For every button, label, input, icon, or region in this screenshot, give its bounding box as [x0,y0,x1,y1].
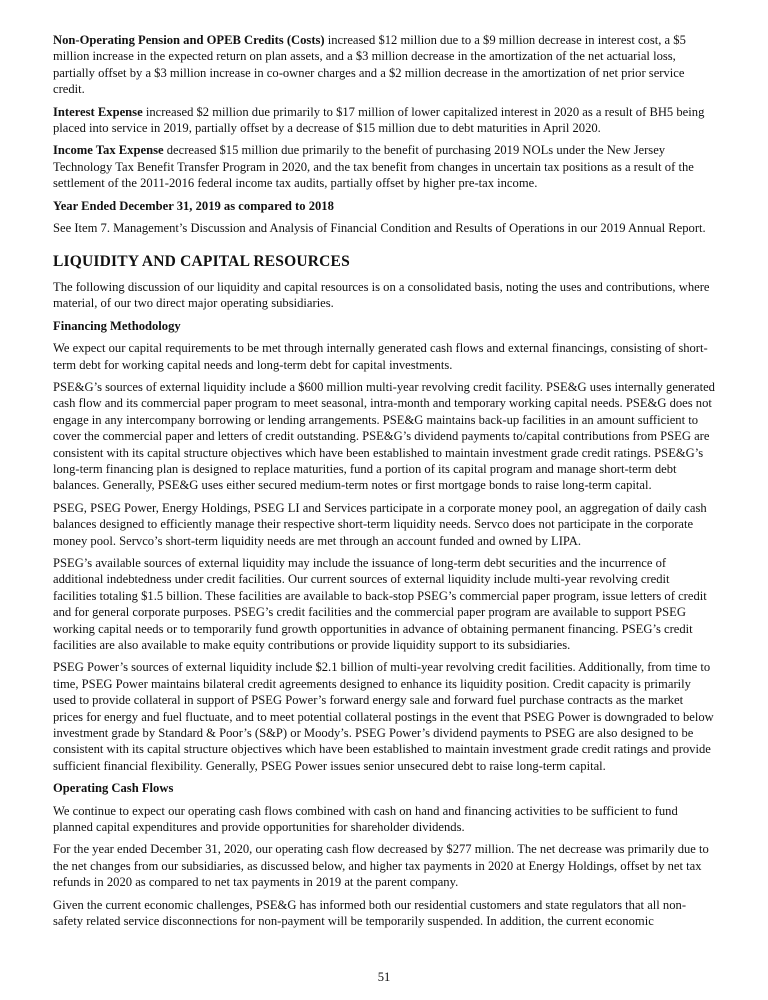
lead-pension: Non-Operating Pension and OPEB Credits (Costs) [53,33,325,47]
text-income-tax: decreased $15 million due primarily to the benefit of purchasing 2019 NOLs under the New Jersey Technology Tax Benefit Transfer Program in 2020, and the tax benefit from changes in uncertain tax positions as a result of the settlement of the 2011-2016 federal income tax audits, partially offset by higher pre-tax income. [53,143,694,191]
paragraph-pension [53,32,716,98]
document-page [53,32,716,936]
lead-income-tax: Income Tax Expense [53,143,164,158]
paragraph-money-pool: PSEG, PSEG Power, Energy Holdings, PSEG LI and Services participate in a corporate money pool, an aggregation of daily cash balances designed to efficiently manage their respective short-term liquidity needs. Servco does not participate in the corporate money pool. Servco’s short-term liquidity needs are met through an account funded and owned by LIPA. [53,500,707,548]
text-interest: increased $2 million due primarily to $17 million of lower capitalized interest in 2020 as a result of BH5 being placed into service in 2019, partially offset by a decrease of $15 million due to debt maturities in April 2020. [53,104,705,136]
heading-financing-methodology: Financing Methodology [53,318,181,333]
heading-operating-cash-flows: Operating Cash Flows [53,781,174,796]
heading-year-ended: Year Ended December 31, 2019 as compared to 2018 [53,198,334,213]
paragraph-pseg-sources: PSE&G’s sources of external liquidity include a $600 million multi-year revolving credit facility. PSE&G uses internally generated cash flow and its commercial paper program to meet seasonal, intra-month and temporary working capital needs. PSE&G does not engage in any intercompany borrowing or lending arrangements. PSE&G maintains back-up facilities in an amount sufficient to cover the commercial paper and letters of credit outstanding. PSE&G’s dividend payments to/capital contributions from PSEG are consistent with its capital structure objectives which have been established to maintain investment grade credit ratings. PSE&G’s long-term financing plan is designed to replace maturities, fund a portion of its capital program and manage short-term debt balances. Generally, PSE&G uses either secured medium-term notes or first mortgage bonds to raise long-term capital. [53,379,715,493]
paragraph-capital-requirements: We expect our capital requirements to be met through internally generated cash flows and external financings, consisting of short-term debt for working capital needs and long-term debt for capital investments. [53,341,708,372]
paragraph-operating-expectation: We continue to expect our operating cash flows combined with cash on hand and financing activities to be sufficient to fund planned capital expenditures and provide opportunities for shareholder dividends. [53,803,678,835]
lead-interest: Interest Expense [53,104,143,119]
paragraph-see-item: See Item 7. Management’s Discussion and Analysis of Financial Condition and Results of Operations in our 2019 Annual Report. [53,221,706,236]
paragraph-economic-challenges: Given the current economic challenges, PSE&G has informed both our residential customers and state regulators that all non-safety related service disconnections for non-payment will be temporarily suspended. In addition, the current economic [53,897,687,929]
paragraph-liquidity-intro: The following discussion of our liquidity and capital resources is on a consolidated basis, noting the uses and contributions, where material, of our two direct major operating subsidiaries. [53,279,710,311]
section-title: LIQUIDITY AND CAPITAL RESOURCES [53,253,350,271]
text-pension: increased $12 million due to a $9 million decrease in interest cost, a $5 million increase in the expected return on plan assets, and a $3 million decrease in the amortization of the net actuarial loss, partially offset by a $3 million increase in co-owner charges and a $2 million decrease in the amortization of net prior service credit. [53,33,686,97]
paragraph-income-tax [53,142,716,191]
paragraph-pseg-liquidity: PSEG’s available sources of external liquidity may include the issuance of long-term debt securities and the incurrence of additional indebtedness under credit facilities. Our current sources of external liquidity include multi-year revolving credit facilities totaling $1.5 billion. These facilities are available to back-stop PSEG’s commercial paper program, issue letters of credit and for general corporate purposes. PSEG’s credit facilities and the commercial paper program are available to support PSEG working capital needs or to temporarily fund growth opportunities in advance of obtaining permanent financing. PSEG’s credit facilities are also available to make equity contributions or provide liquidity support to its subsidiaries. [53,555,707,652]
paragraph-interest [53,104,716,137]
page-number: 51 [377,970,391,984]
paragraph-pseg-power: PSEG Power’s sources of external liquidity include $2.1 billion of multi-year revolving credit facilities. Additionally, from time to time, PSEG Power maintains bilateral credit agreements designed to enhance its liquidity position. Credit capacity is primarily used to provide collateral in support of PSEG Power’s forward energy sale and forward fuel purchase contracts as the market prices for energy and fuel fluctuate, and to meet potential collateral postings in the event that PSEG Power is downgraded to below investment grade by Standard & Poor’s (S&P) or Moody’s. PSEG Power’s dividend payments to PSEG are also designed to be consistent with its capital structure objectives which have been established to maintain investment grade credit ratings and provide sufficient financial flexibility. Generally, PSEG Power issues senior unsecured debt to raise long-term capital. [53,660,714,773]
paragraph-operating-decrease: For the year ended December 31, 2020, our operating cash flow decreased by $277 million. The net decrease was primarily due to the net changes from our subsidiaries, as discussed below, and higher tax payments in 2020 at Energy Holdings, offset by net tax refunds in 2020 as compared to net tax payments in 2019 at the parent company. [53,842,709,890]
